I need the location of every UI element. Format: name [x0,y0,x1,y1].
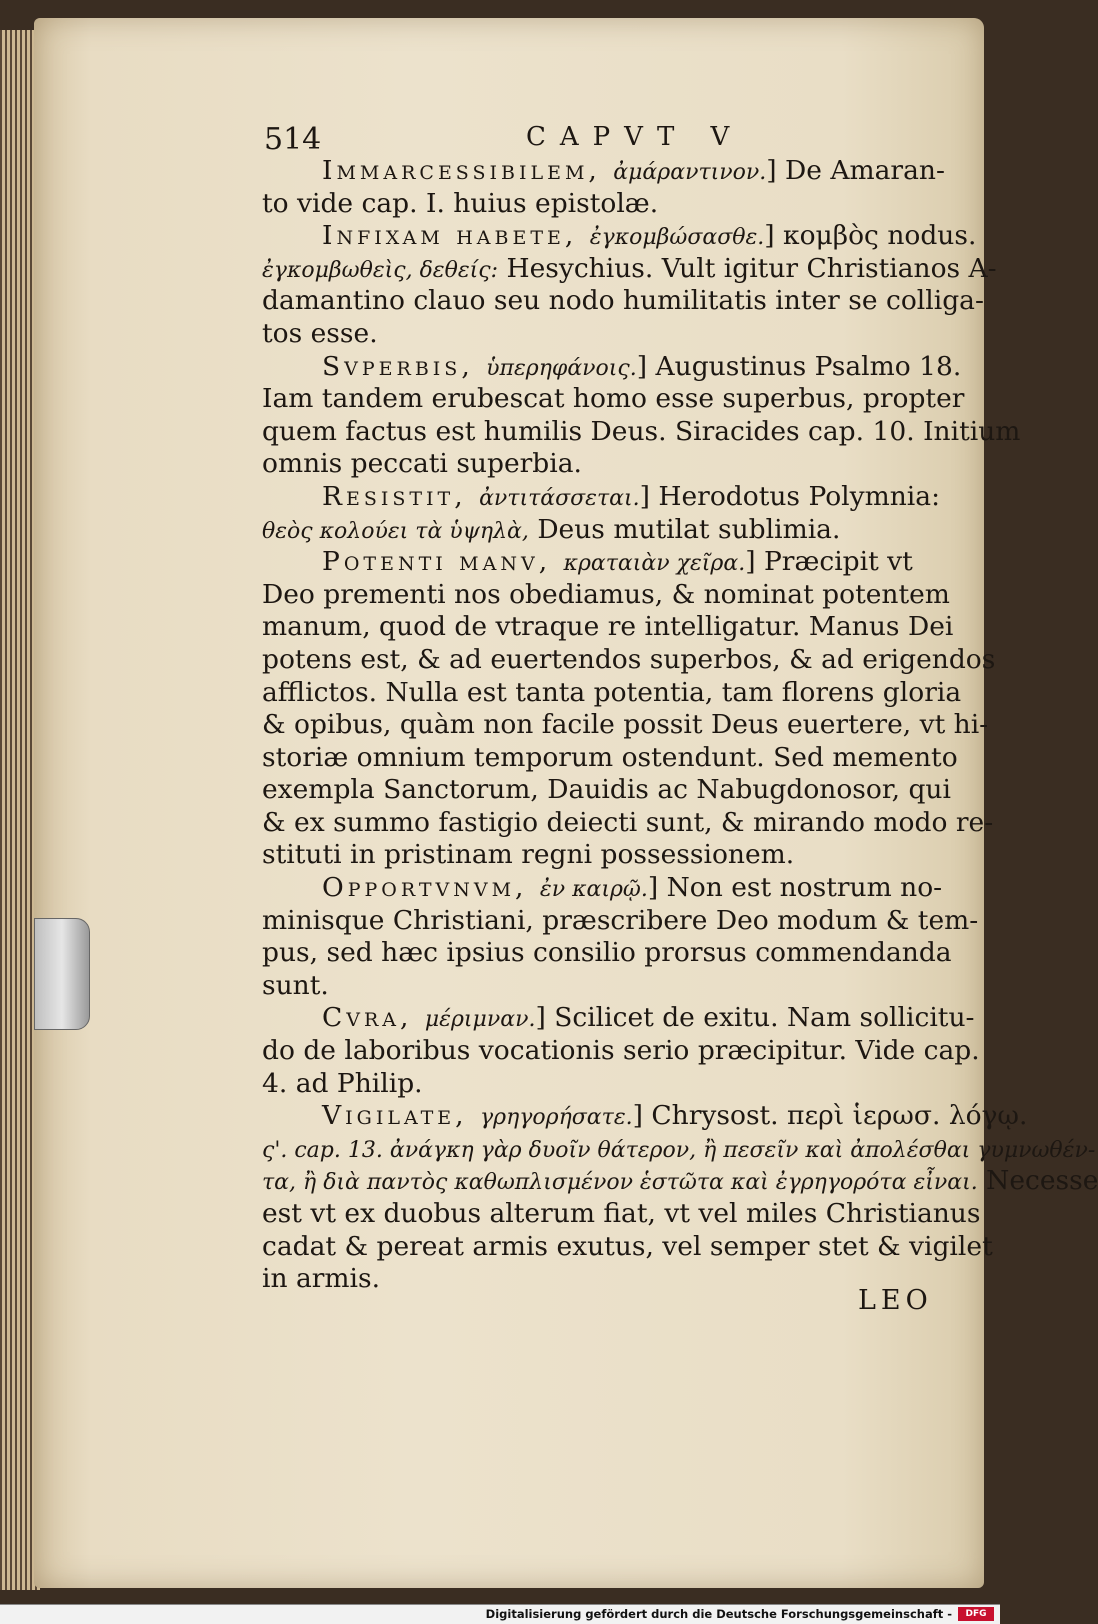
greek-text: ἀμάραντινον. [613,160,767,185]
book-clasp [34,918,90,1030]
latin-text: minisque Christiani, præscribere Deo modum & tem- [262,904,979,936]
text-line [262,1002,975,1035]
latin-text: exempla Sanctorum, Dauidis ac Nabugdonosor, qui [262,774,951,806]
text-line [262,1263,934,1296]
text-line [262,415,1021,449]
greek-text: ἐν καιρῷ. [539,877,648,903]
greek-text: τα, ἢ διὰ παντὸς καθωπλισμένον ἑστῶτα καὶ ἐγρηγορότα εἶναι. [262,1170,978,1196]
text-line [262,937,952,970]
latin-text: ] Augustinus Psalmo 18. [636,350,962,382]
text-line [262,155,945,188]
greek-text: ς'. cap. 13. ἀνάγκη γὰρ δυοῖν θάτερον, ἢ πεσεῖν καὶ ἀπολέσθαι γυμνωθέν- [262,1137,1096,1163]
latin-text: stituti in pristinam regni possessionem. [262,839,795,871]
text-line [262,1230,993,1264]
catchword: LEO [858,1285,933,1316]
text-line [262,318,934,351]
latin-text: Necesse [977,1165,1098,1197]
lemma: Cvra, [322,1002,425,1034]
text-line [262,676,962,710]
latin-text: ] Non est nostrum no- [647,872,943,904]
text-line [262,643,996,677]
latin-text: pus, sed hæc ipsius consilio prorsus commendanda [262,937,952,969]
text-line [262,480,940,514]
lemma: Immarcessibilem, [322,155,614,186]
lemma: Potenti manv, [322,546,564,578]
text-line [262,188,934,221]
text-line [262,350,962,384]
greek-text: ἐγκομβωθεὶς, δεθείς: [262,257,499,283]
greek-text: μέριμναν. [424,1007,536,1033]
latin-text: manum, quod de vtraque re intelligatur. Manus Dei [262,611,954,643]
greek-text: γρηγορήσατε. [480,1105,633,1131]
lemma: Svperbis, [322,350,487,382]
latin-text: ] Chrysost. περὶ ἱερωσ. λόγῳ. [632,1100,1028,1132]
latin-text: omnis peccati superbia. [262,448,582,480]
greek-text: κραταιὰν χεῖρα. [563,551,746,577]
text-line [262,1035,980,1068]
latin-text: Iam tandem erubescat homo esse superbus, propter [262,383,965,415]
latin-text: ] Scilicet de exitu. Nam sollicitu- [535,1002,975,1034]
text-line [262,285,984,318]
text-line [262,970,934,1003]
text-line [262,220,977,253]
latin-text: ] Præcipit vt [745,546,913,578]
lemma: Vigilate, [322,1100,481,1132]
latin-text: ] Herodotus Polymnia: [639,480,940,512]
lemma: Resistit, [322,480,480,512]
latin-text: to vide cap. I. huius epistolæ. [262,187,659,219]
text-line [262,1133,1096,1166]
latin-text: Deo prementi nos obediamus, & nominat potentem [262,578,950,610]
greek-text: ὑπερηφάνοις. [486,355,637,381]
latin-text: & ex summo fastigio deiecti sunt, & mirando modo re- [262,806,994,838]
latin-text: Hesychius. Vult igitur Christianos A- [498,252,997,284]
running-title: CAPVT V [526,122,744,152]
greek-text: ἀντιτάσσεται. [479,485,640,511]
text-line [262,806,994,840]
text-line [262,839,934,872]
text-line [262,1068,934,1101]
latin-text: damantino clauo seu nodo humilitatis inter se colliga- [262,285,984,317]
latin-text: quem factus est humilis Deus. Siracides cap. 10. Initium [262,415,1021,447]
text-line [262,448,934,481]
footer-text: Digitalisierung gefördert durch die Deutsche Forschungsgemeinschaft - [485,1607,952,1621]
text-line [262,578,950,612]
text-line [262,904,979,938]
latin-text: ] κομβὸς nodus. [764,220,977,252]
page-number: 514 [264,122,322,157]
text-line [262,1198,981,1231]
text-line [262,514,934,547]
latin-text: afflictos. Nulla est tanta potentia, tam florens gloria [262,676,962,708]
text-line [262,611,954,644]
lemma: Opportvnvm, [322,872,540,904]
text-line [262,252,997,286]
greek-text: θεὸς κολούει τὰ ὑψηλὰ, [262,518,529,544]
latin-text: est vt ex duobus alterum fiat, vt vel miles Christianus [262,1198,981,1229]
text-line [262,774,951,807]
latin-text: Deus mutilat sublimia. [528,513,841,545]
latin-text: in armis. [262,1263,381,1295]
text-line [262,383,965,416]
dfg-logo-icon: DFG [958,1607,994,1621]
text-line [262,1100,1028,1133]
latin-text: potens est, & ad euertendos superbos, & ad erigendos [262,643,996,675]
digitization-footer [0,1604,1000,1624]
text-line [262,546,934,579]
text-line [262,709,989,742]
text-line [262,1165,1098,1198]
latin-text: do de laboribus vocationis serio præcipitur. Vide cap. [262,1035,980,1067]
latin-text: storiæ omnium temporum ostendunt. Sed memento [262,741,958,773]
text-line [262,741,958,775]
latin-text: 4. ad Philip. [262,1067,423,1099]
latin-text: & opibus, quàm non facile possit Deus euertere, vt hi- [262,709,989,741]
latin-text: cadat & pereat armis exutus, vel semper stet & vigilet [262,1230,993,1262]
text-line [262,872,943,905]
latin-text: sunt. [262,969,329,1001]
greek-text: ἐγκομβώσασθε. [589,225,765,251]
lemma: Infixam habete, [322,220,590,252]
page-text [262,155,1098,1296]
latin-text: tos esse. [262,317,378,349]
latin-text: ] De Amaran- [766,155,945,186]
